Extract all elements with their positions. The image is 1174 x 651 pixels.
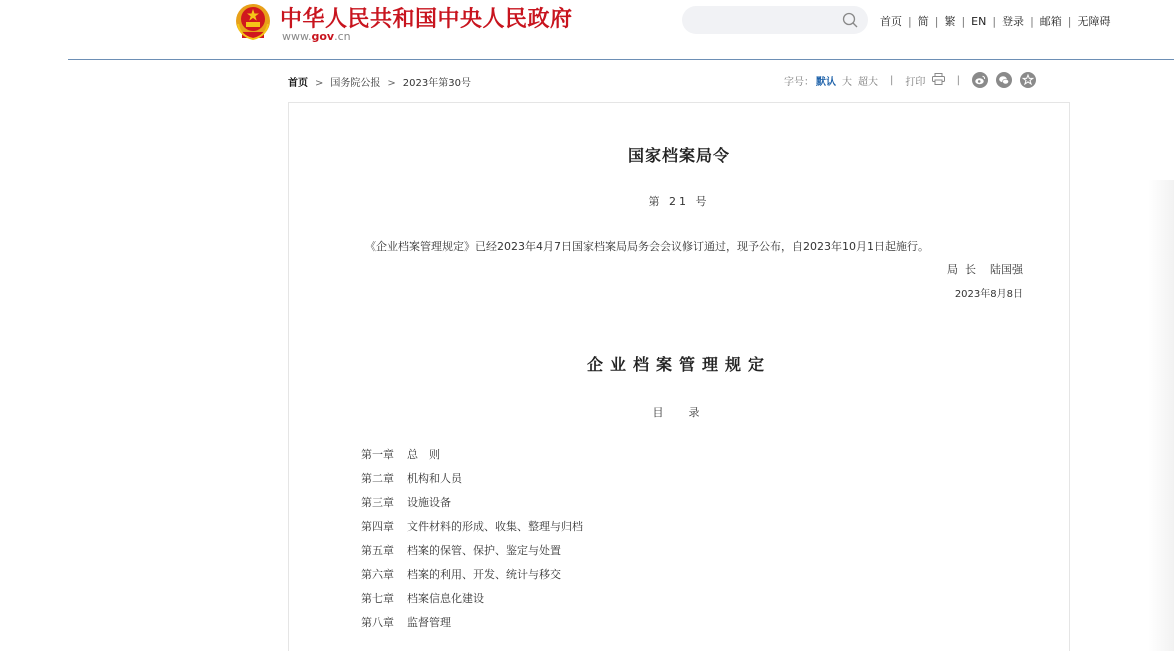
regulation-title: 企业档案管理规定 (586, 355, 771, 374)
qzone-icon[interactable] (1020, 72, 1036, 88)
font-size-xlarge[interactable]: 超大 (858, 76, 878, 88)
toc-chapter-name: 文件材料的形成、收集、整理与归档 (407, 520, 583, 533)
printer-icon (932, 73, 945, 85)
toc-item (361, 616, 583, 640)
font-size-default[interactable]: 默认 (816, 76, 836, 88)
site-title[interactable]: 中华人民共和国中央人民政府 (280, 7, 573, 32)
toc-item (361, 568, 583, 592)
breadcrumb-home[interactable]: 首页 (288, 78, 308, 89)
weibo-icon[interactable] (972, 72, 988, 88)
toc-chapter: 第七章 (361, 592, 394, 605)
article-tools (784, 70, 1044, 90)
table-of-contents (361, 448, 583, 640)
toc-chapter: 第四章 (361, 520, 394, 533)
document-title: 国家档案局令 (627, 146, 730, 165)
toc-chapter: 第五章 (361, 544, 394, 557)
toc-item (361, 544, 583, 568)
scroll-shadow (1148, 180, 1174, 651)
toc-chapter-name: 设施设备 (407, 496, 451, 509)
breadcrumb-issue[interactable]: 2023年第30号 (402, 78, 471, 89)
nav-separator: | (1030, 15, 1034, 28)
toc-chapter-name: 档案的利用、开发、统计与移交 (407, 568, 561, 581)
nav-separator: | (908, 15, 912, 28)
site-url-prefix: www. (282, 30, 312, 43)
toc-chapter: 第二章 (361, 472, 394, 485)
toc-chapter: 第六章 (361, 568, 394, 581)
toc-item (361, 472, 583, 496)
toc-item (361, 520, 583, 544)
nav-mail-link[interactable]: 邮箱 (1039, 15, 1062, 28)
national-emblem-icon[interactable] (234, 2, 272, 42)
toc-chapter-name: 档案信息化建设 (407, 592, 484, 605)
toc-chapter: 第八章 (361, 616, 394, 629)
search-icon[interactable] (842, 12, 858, 28)
site-header (0, 0, 1174, 60)
font-size-label: 字号： (784, 76, 814, 88)
toc-chapter-name: 总 则 (407, 448, 440, 461)
nav-separator: | (992, 15, 997, 28)
header-divider (68, 59, 1174, 60)
toc-chapter-name: 机构和人员 (407, 472, 462, 485)
nav-accessibility-link[interactable]: 无障碍 (1077, 15, 1111, 28)
wechat-icon[interactable] (996, 72, 1012, 88)
tools-separator: | (890, 74, 894, 86)
nav-traditional-link[interactable]: 繁 (944, 15, 956, 28)
site-url[interactable] (282, 30, 351, 43)
toc-item (361, 592, 583, 616)
toc-chapter-name: 档案的保管、保护、鉴定与处置 (407, 544, 561, 557)
print-label: 打印 (905, 76, 926, 88)
toc-item (361, 448, 583, 472)
breadcrumb-arrow: > (315, 78, 324, 89)
nav-simplified-link[interactable]: 简 (917, 15, 929, 28)
nav-login-link[interactable]: 登录 (1002, 15, 1025, 28)
font-size-large[interactable]: 大 (842, 76, 852, 88)
toc-chapter: 第一章 (361, 448, 394, 461)
document-date: 2023年8月8日 (954, 289, 1023, 300)
toc-chapter: 第三章 (361, 496, 394, 509)
site-url-suffix: .cn (334, 30, 351, 43)
nav-separator: | (934, 15, 939, 28)
document-paragraph: 《企业档案管理规定》已经2023年4月7日国家档案局局务会会议修订通过，现予公布，自2023年10月1日起施行。 (365, 240, 929, 253)
breadcrumb-arrow: > (387, 78, 396, 89)
search-input[interactable] (682, 6, 868, 34)
print-button[interactable] (905, 73, 944, 88)
nav-home-link[interactable]: 首页 (880, 15, 902, 28)
article-content (288, 102, 1070, 651)
nav-separator: | (961, 15, 966, 28)
tools-separator: | (956, 74, 960, 86)
breadcrumb-bulletin[interactable]: 国务院公报 (330, 78, 381, 89)
nav-english-link[interactable]: EN (971, 15, 987, 28)
toc-title: 目 录 (652, 406, 706, 419)
document-number: 第 21 号 (648, 195, 710, 208)
top-nav (880, 13, 1111, 29)
toc-chapter-name: 监督管理 (407, 616, 451, 629)
breadcrumb (288, 74, 471, 89)
nav-separator: | (1067, 15, 1072, 28)
toc-item (361, 496, 583, 520)
site-url-brand: gov (311, 30, 335, 43)
document-signatory: 局 长 陆国强 (947, 263, 1023, 276)
